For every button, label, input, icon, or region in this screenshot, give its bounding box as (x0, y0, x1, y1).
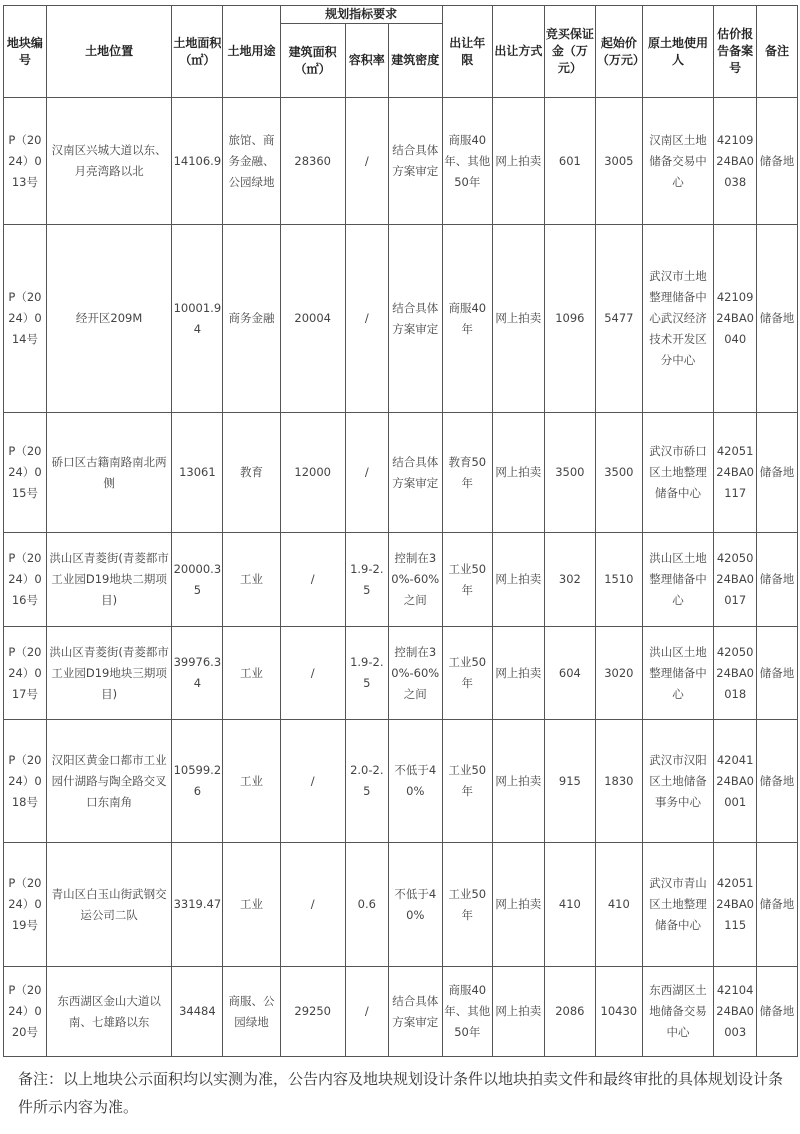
cell-location: 洪山区青菱街(青菱都市工业园D19地块二期项目) (46, 533, 172, 627)
cell-start-price: 1830 (595, 720, 642, 843)
cell-start-price: 5477 (595, 225, 642, 413)
table-row (4, 98, 798, 225)
header-original-user: 原土地使用人 (642, 6, 713, 98)
header-use: 土地用途 (223, 6, 280, 98)
cell-start-price: 10430 (595, 967, 642, 1057)
cell-report-no: 4210424BA0003 (714, 967, 757, 1057)
header-parcel-id: 地块编号 (4, 6, 47, 98)
cell-location: 经开区209M (46, 225, 172, 413)
cell-term: 商服40年 (442, 225, 492, 413)
cell-parcel-id: P（2024）015号 (4, 413, 47, 533)
table-row (4, 413, 798, 533)
cell-deposit: 2086 (544, 967, 595, 1057)
cell-floor-area: 20004 (280, 225, 345, 413)
header-report-no: 估价报告备案号 (714, 6, 757, 98)
cell-original-user: 武汉市青山区土地整理储备中心 (642, 843, 713, 967)
cell-floor-area: / (280, 627, 345, 720)
cell-report-no: 4204124BA0001 (714, 720, 757, 843)
cell-start-price: 3020 (595, 627, 642, 720)
cell-deposit: 302 (544, 533, 595, 627)
cell-parcel-id: P（2024）019号 (4, 843, 47, 967)
cell-report-no: 4205024BA0017 (714, 533, 757, 627)
cell-term: 工业50年 (442, 533, 492, 627)
cell-method: 网上拍卖 (492, 225, 544, 413)
table-row (4, 225, 798, 413)
cell-use: 商务金融 (223, 225, 280, 413)
cell-term: 工业50年 (442, 843, 492, 967)
cell-parcel-id: P（2024）014号 (4, 225, 47, 413)
cell-use: 工业 (223, 533, 280, 627)
header-deposit: 竞买保证金（万元） (544, 6, 595, 98)
cell-remark: 储备地 (757, 225, 798, 413)
cell-use: 工业 (223, 720, 280, 843)
cell-floor-area: / (280, 720, 345, 843)
cell-term: 工业50年 (442, 720, 492, 843)
cell-method: 网上拍卖 (492, 720, 544, 843)
cell-use: 商服、公园绿地 (223, 967, 280, 1057)
cell-method: 网上拍卖 (492, 98, 544, 225)
cell-area: 13061 (172, 413, 223, 533)
cell-deposit: 3500 (544, 413, 595, 533)
cell-floor-area: 12000 (280, 413, 345, 533)
cell-use: 工业 (223, 627, 280, 720)
cell-report-no: 4205024BA0018 (714, 627, 757, 720)
cell-start-price: 410 (595, 843, 642, 967)
cell-far: 0.6 (345, 843, 388, 967)
cell-remark: 储备地 (757, 627, 798, 720)
cell-original-user: 洪山区土地整理储备中心 (642, 533, 713, 627)
header-planning-group: 规划指标要求 (280, 6, 442, 24)
cell-method: 网上拍卖 (492, 413, 544, 533)
cell-parcel-id: P（2024）020号 (4, 967, 47, 1057)
header-density: 建筑密度 (388, 24, 442, 98)
cell-start-price: 1510 (595, 533, 642, 627)
cell-deposit: 1096 (544, 225, 595, 413)
cell-location: 汉南区兴城大道以东、月亮湾路以北 (46, 98, 172, 225)
cell-far: / (345, 225, 388, 413)
cell-density: 结合具体方案审定 (388, 98, 442, 225)
cell-report-no: 4205124BA0117 (714, 413, 757, 533)
cell-term: 商服40年、其他50年 (442, 98, 492, 225)
cell-area: 14106.9 (172, 98, 223, 225)
cell-report-no: 4210924BA0038 (714, 98, 757, 225)
cell-deposit: 601 (544, 98, 595, 225)
header-far: 容积率 (345, 24, 388, 98)
header-start-price: 起始价（万元） (595, 6, 642, 98)
cell-density: 控制在30%-60%之间 (388, 627, 442, 720)
cell-method: 网上拍卖 (492, 533, 544, 627)
cell-original-user: 武汉市汉阳区土地储备事务中心 (642, 720, 713, 843)
cell-method: 网上拍卖 (492, 627, 544, 720)
cell-area: 10001.94 (172, 225, 223, 413)
cell-remark: 储备地 (757, 967, 798, 1057)
cell-location: 东西湖区金山大道以南、七雄路以东 (46, 967, 172, 1057)
table-row (4, 843, 798, 967)
cell-area: 3319.47 (172, 843, 223, 967)
cell-report-no: 4210924BA0040 (714, 225, 757, 413)
cell-use: 旅馆、商务金融、公园绿地 (223, 98, 280, 225)
cell-term: 工业50年 (442, 627, 492, 720)
cell-density: 结合具体方案审定 (388, 967, 442, 1057)
cell-far: / (345, 967, 388, 1057)
table-row (4, 533, 798, 627)
cell-original-user: 东西湖区土地储备交易中心 (642, 967, 713, 1057)
cell-floor-area: / (280, 533, 345, 627)
cell-remark: 储备地 (757, 720, 798, 843)
cell-far: / (345, 413, 388, 533)
table-row (4, 967, 798, 1057)
cell-deposit: 915 (544, 720, 595, 843)
cell-area: 20000.35 (172, 533, 223, 627)
cell-area: 10599.26 (172, 720, 223, 843)
cell-use: 教育 (223, 413, 280, 533)
cell-parcel-id: P（2024）013号 (4, 98, 47, 225)
cell-floor-area: 28360 (280, 98, 345, 225)
cell-far: 1.9-2.5 (345, 627, 388, 720)
footnote: 备注：以上地块公示面积均以实测为准，公告内容及地块规划设计条件以地块拍卖文件和最终审批的具体规划设计条件所示内容为准。 (18, 1070, 784, 1116)
cell-location: 青山区白玉山街武钢交运公司二队 (46, 843, 172, 967)
cell-use: 工业 (223, 843, 280, 967)
cell-original-user: 洪山区土地整理储备中心 (642, 627, 713, 720)
cell-report-no: 4205124BA0115 (714, 843, 757, 967)
cell-remark: 储备地 (757, 843, 798, 967)
table-row (4, 720, 798, 843)
cell-original-user: 武汉市土地整理储备中心武汉经济技术开发区分中心 (642, 225, 713, 413)
cell-density: 不低于40% (388, 843, 442, 967)
cell-area: 34484 (172, 967, 223, 1057)
cell-location: 硚口区古籍南路南北两侧 (46, 413, 172, 533)
cell-density: 不低于40% (388, 720, 442, 843)
header-floor-area: 建筑面积（㎡） (280, 24, 345, 98)
header-area: 土地面积（㎡） (172, 6, 223, 98)
table-row (4, 627, 798, 720)
cell-term: 商服40年、其他50年 (442, 967, 492, 1057)
land-table (3, 5, 798, 1057)
cell-density: 结合具体方案审定 (388, 413, 442, 533)
cell-density: 控制在30%-60%之间 (388, 533, 442, 627)
cell-start-price: 3005 (595, 98, 642, 225)
cell-remark: 储备地 (757, 533, 798, 627)
cell-deposit: 410 (544, 843, 595, 967)
cell-location: 汉阳区黄金口都市工业园什湖路与陶全路交叉口东南角 (46, 720, 172, 843)
header-remark: 备注 (757, 6, 798, 98)
cell-method: 网上拍卖 (492, 967, 544, 1057)
header-method: 出让方式 (492, 6, 544, 98)
cell-remark: 储备地 (757, 413, 798, 533)
cell-location: 洪山区青菱街(青菱都市工业园D19地块三期项目) (46, 627, 172, 720)
cell-remark: 储备地 (757, 98, 798, 225)
header-term: 出让年限 (442, 6, 492, 98)
cell-parcel-id: P（2024）017号 (4, 627, 47, 720)
cell-floor-area: / (280, 843, 345, 967)
cell-original-user: 武汉市硚口区土地整理储备中心 (642, 413, 713, 533)
cell-floor-area: 29250 (280, 967, 345, 1057)
cell-area: 39976.34 (172, 627, 223, 720)
cell-parcel-id: P（2024）018号 (4, 720, 47, 843)
cell-density: 结合具体方案审定 (388, 225, 442, 413)
cell-far: / (345, 98, 388, 225)
cell-start-price: 3500 (595, 413, 642, 533)
cell-original-user: 汉南区土地储备交易中心 (642, 98, 713, 225)
cell-method: 网上拍卖 (492, 843, 544, 967)
cell-deposit: 604 (544, 627, 595, 720)
cell-far: 2.0-2.5 (345, 720, 388, 843)
header-location: 土地位置 (46, 6, 172, 98)
cell-far: 1.9-2.5 (345, 533, 388, 627)
cell-term: 教育50年 (442, 413, 492, 533)
cell-parcel-id: P（2024）016号 (4, 533, 47, 627)
